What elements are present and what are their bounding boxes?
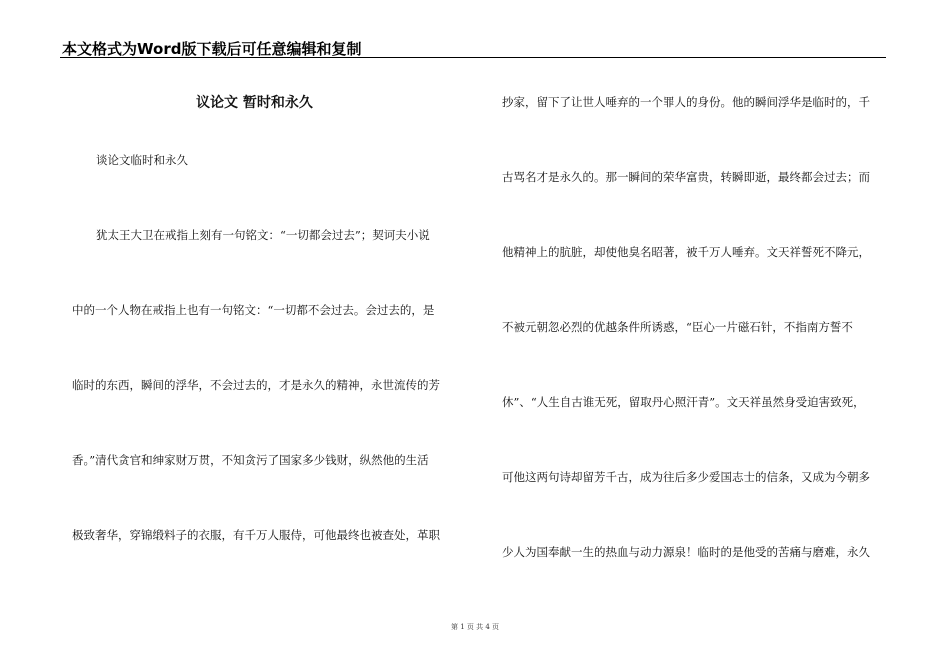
right-line-6: 可他这两句诗却留芳千古，成为往后多少爱国志士的信条，又成为今朝多 [502, 470, 870, 484]
header-divider [60, 57, 886, 58]
right-line-2: 古骂名才是永久的。那一瞬间的荣华富贵，转瞬即逝，最终都会过去；而 [502, 170, 870, 184]
document-subtitle: 谈论文临时和永久 [96, 153, 188, 167]
left-line-2: 中的一个人物在戒指上也有一句铭文：“一切都不会过去。会过去的，是 [72, 303, 435, 317]
right-line-4: 不被元朝忽必烈的优越条件所诱惑，“臣心一片磁石针，不指南方誓不 [502, 320, 853, 334]
right-line-7: 少人为国奉献一生的热血与动力源泉！临时的是他受的苦痛与磨难，永久 [502, 545, 870, 559]
left-line-3: 临时的东西，瞬间的浮华，不会过去的，才是永久的精神，永世流传的芳 [72, 378, 440, 392]
left-line-1: 犹太王大卫在戒指上刻有一句铭文：“一切都会过去”；契诃夫小说 [96, 228, 430, 242]
right-line-5: 休”、“人生自古谁无死，留取丹心照汗青”。文天祥虽然身受迫害致死， [502, 395, 865, 409]
right-line-3: 他精神上的肮脏，却使他臭名昭著，被千万人唾弃。文天祥誓死不降元， [502, 245, 870, 259]
document-title: 议论文 暂时和永久 [196, 95, 313, 111]
right-line-1: 抄家，留下了让世人唾弃的一个罪人的身份。他的瞬间浮华是临时的，千 [502, 95, 870, 109]
page-number-footer: 第 1 页 共 4 页 [450, 623, 500, 631]
left-line-5: 极致奢华，穿锦缎料子的衣服，有千万人服侍，可他最终也被查处，革职 [72, 528, 440, 542]
left-line-4: 香。”清代贪官和绅家财万贯，不知贪污了国家多少钱财，纵然他的生活 [72, 453, 429, 467]
page-header-text: 本文格式为Word版下载后可任意编辑和复制 [62, 40, 362, 58]
